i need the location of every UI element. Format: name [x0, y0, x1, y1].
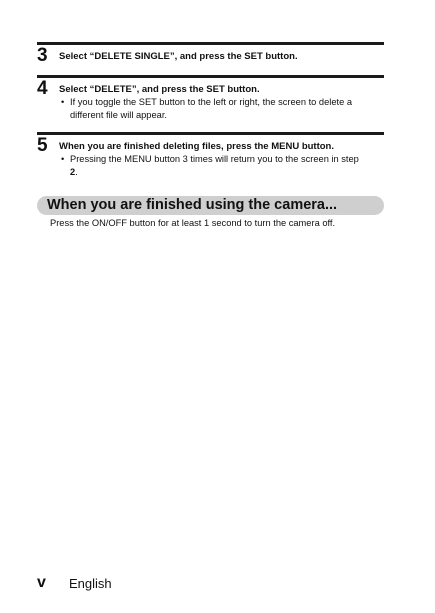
- section-heading-bar: [37, 196, 384, 215]
- step-title: When you are finished deleting files, press the MENU button.: [59, 141, 334, 152]
- page-number: v: [37, 574, 46, 591]
- footer-language: English: [69, 576, 112, 591]
- step-5: [37, 132, 384, 182]
- bullet-line-1: Pressing the MENU button 3 times will return you to the screen in step: [70, 154, 359, 164]
- step-bullet: [59, 153, 384, 179]
- step-number: 3: [37, 45, 48, 66]
- bullet-line-2: different file will appear.: [70, 110, 167, 120]
- bullet-line-1: If you toggle the SET button to the left or right, the screen to delete a: [70, 97, 353, 107]
- step-divider: [37, 42, 384, 45]
- step-bullet: [59, 96, 384, 122]
- bullet-line-2-end: .: [75, 167, 78, 177]
- step-number: 5: [37, 135, 48, 156]
- step-title: Select “DELETE”, and press the SET button.: [59, 84, 260, 95]
- step-title: Select “DELETE SINGLE”, and press the SET button.: [59, 51, 298, 62]
- step-3: [37, 42, 384, 72]
- step-reference: 2: [70, 167, 76, 177]
- step-number: 4: [37, 78, 48, 99]
- section-heading: When you are finished using the camera...: [47, 197, 338, 213]
- section-text: Press the ON/OFF button for at least 1 second to turn the camera off.: [50, 218, 336, 228]
- step-divider: [37, 75, 384, 78]
- step-4: [37, 75, 384, 125]
- bullet-icon: •: [61, 97, 65, 107]
- step-divider: [37, 132, 384, 135]
- bullet-icon: •: [61, 154, 65, 164]
